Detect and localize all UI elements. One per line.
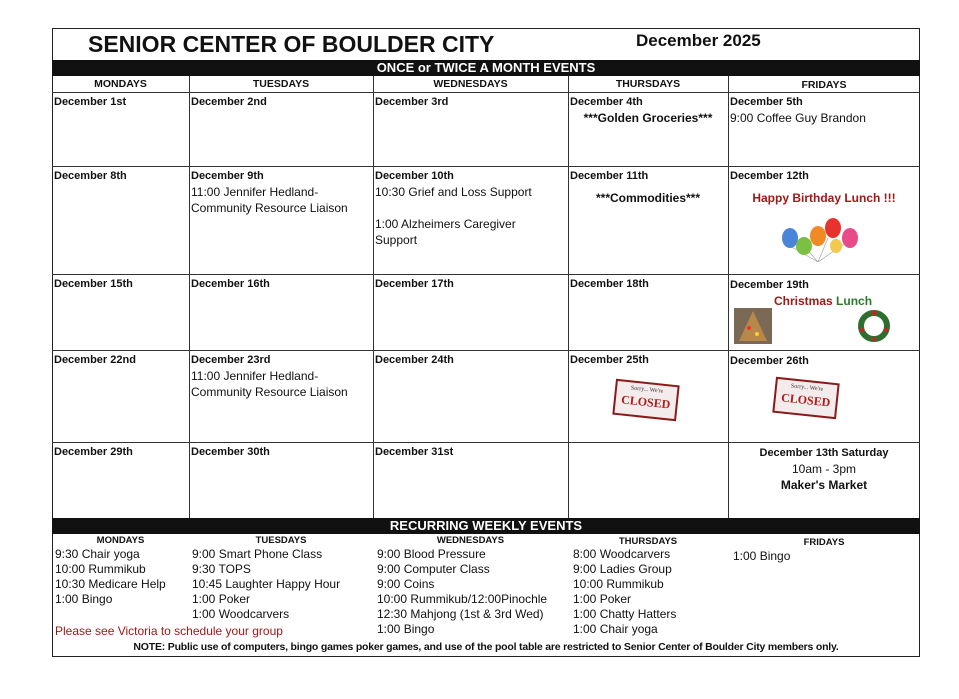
day-cell: [52, 92, 128, 112]
list-item: 10:30 Medicare Help: [55, 577, 166, 591]
day-cell: [189, 274, 272, 294]
schedule-note: Please see Victoria to schedule your group: [55, 624, 283, 638]
day-header-monday: MONDAYS: [94, 78, 147, 90]
date-label: December 29th: [54, 446, 133, 458]
weekly-header-thursday: THURSDAYS: [618, 536, 678, 547]
weekly-header-tuesday: TUESDAYS: [255, 535, 307, 546]
list-item: 10:00 Rummikub/12:00Pinochle: [377, 592, 548, 606]
date-label: December 18th: [570, 278, 649, 290]
list-item: 9:00 Computer Class: [377, 562, 490, 576]
date-label: December 24th: [375, 354, 454, 366]
date-label: December 8th: [54, 170, 127, 182]
event-text: 1:00 Alzheimers Caregiver Support: [375, 217, 516, 247]
page-title: SENIOR CENTER OF BOULDER CITY: [88, 31, 495, 57]
day-cell: [373, 274, 456, 294]
day-cell: [373, 350, 456, 370]
list-item: 9:00 Smart Phone Class: [192, 547, 323, 561]
day-cell: [189, 350, 363, 402]
event-text: 11:00 Jennifer Hedland-Community Resource Liaison: [191, 369, 348, 399]
day-cell: [728, 351, 811, 371]
day-header-friday: FRIDAYS: [801, 79, 847, 91]
day-cell: [373, 442, 455, 462]
date-label: December 19th: [730, 279, 809, 291]
event-text: Maker's Market: [780, 478, 868, 492]
day-cell: [728, 92, 920, 128]
date-label: December 4th: [570, 96, 643, 108]
date-label: December 11th: [570, 170, 649, 182]
list-item: 9:30 Chair yoga: [55, 547, 140, 561]
event-text: Lunch: [836, 294, 873, 308]
sign-caption: Sorry... We're: [630, 385, 664, 395]
list-item: 1:00 Poker: [573, 592, 632, 606]
event-text: 11:00 Jennifer Hedland-Community Resource Liaison: [191, 185, 348, 215]
day-cell: [373, 166, 562, 250]
event-text: 9:00 Coffee Guy Brandon: [730, 111, 866, 125]
weekly-list-thursday: [573, 547, 676, 637]
christmas-tree-icon: [734, 308, 772, 344]
event-text: ***Golden Groceries***: [583, 111, 713, 125]
list-item: 1:00 Bingo: [733, 549, 791, 563]
event-text: 10:30 Grief and Loss Support: [375, 185, 532, 199]
day-cell: [189, 442, 272, 462]
weekly-list-monday: [55, 547, 166, 607]
day-header-thursday: THURSDAYS: [615, 78, 681, 90]
day-cell: [189, 166, 363, 218]
list-item: 1:00 Bingo: [377, 622, 435, 636]
date-label: December 1st: [54, 96, 127, 108]
day-cell: [568, 92, 728, 128]
members-note: NOTE: Public use of computers, bingo games poker games, and use of the pool table are restricted to Senior Center of Boulder City members only.: [133, 641, 839, 653]
date-label: December 13th Saturday: [759, 447, 889, 459]
sign-text: CLOSED: [780, 390, 832, 410]
day-cell: [52, 274, 135, 294]
date-label: December 5th: [730, 96, 803, 108]
list-item: 1:00 Chatty Hatters: [573, 607, 677, 621]
list-item: 1:00 Poker: [192, 592, 251, 606]
list-item: 1:00 Bingo: [55, 592, 113, 606]
wreath-icon: [854, 308, 894, 344]
list-item: 8:00 Woodcarvers: [573, 547, 671, 561]
day-header-tuesday: TUESDAYS: [252, 78, 310, 90]
event-text: Christmas: [774, 294, 833, 308]
weekly-events-band: RECURRING WEEKLY EVENTS: [52, 518, 920, 534]
date-label: December 23rd: [191, 354, 271, 366]
weekly-list-friday: [733, 549, 790, 564]
day-cell: [52, 166, 129, 186]
list-item: 9:00 Blood Pressure: [377, 547, 486, 561]
grid-line: [568, 76, 569, 518]
weekly-list-wednesday: [377, 547, 547, 637]
date-label: December 17th: [375, 278, 454, 290]
day-cell: [568, 350, 651, 370]
list-item: 9:30 TOPS: [192, 562, 251, 576]
sign-text: CLOSED: [620, 392, 672, 412]
closed-sign-icon: [612, 379, 679, 421]
day-cell: [52, 350, 138, 370]
closed-sign-icon: [772, 377, 839, 419]
date-label: December 26th: [730, 355, 809, 367]
event-text: 10am - 3pm: [791, 462, 857, 476]
monthly-events-band: ONCE or TWICE A MONTH EVENTS: [52, 60, 920, 76]
weekly-header-friday: FRIDAYS: [803, 537, 845, 548]
event-text: Happy Birthday Lunch !!!: [752, 191, 896, 205]
day-cell: [189, 92, 269, 112]
day-cell: [568, 274, 651, 294]
date-label: December 16th: [191, 278, 270, 290]
date-label: December 31st: [375, 446, 454, 458]
month-label: December 2025: [636, 31, 761, 50]
list-item: 9:00 Ladies Group: [573, 562, 672, 576]
day-cell: [52, 442, 135, 462]
makers-market-cell: [728, 443, 920, 495]
list-item: 12:30 Mahjong (1st & 3rd Wed): [377, 607, 544, 621]
list-item: 9:00 Coins: [377, 577, 435, 591]
date-label: December 3rd: [375, 96, 449, 108]
day-cell: [373, 92, 450, 112]
list-item: 10:00 Rummikub: [573, 577, 664, 591]
list-item: 10:00 Rummikub: [55, 562, 146, 576]
event-text: ***Commodities***: [595, 191, 701, 205]
weekly-header-wednesday: WEDNESDAYS: [436, 535, 505, 546]
balloons-icon: [778, 216, 862, 262]
date-label: December 15th: [54, 278, 133, 290]
date-label: December 22nd: [54, 354, 136, 366]
day-cell: [568, 166, 728, 208]
list-item: 10:45 Laughter Happy Hour: [192, 577, 341, 591]
list-item: 1:00 Chair yoga: [573, 622, 658, 636]
date-label: December 2nd: [191, 96, 267, 108]
date-label: December 12th: [730, 170, 809, 182]
date-label: December 25th: [570, 354, 649, 366]
date-label: December 10th: [375, 170, 454, 182]
day-cell: [728, 275, 920, 311]
weekly-header-monday: MONDAYS: [96, 535, 145, 546]
weekly-list-tuesday: [192, 547, 340, 622]
day-cell: [728, 166, 920, 208]
list-item: 1:00 Woodcarvers: [192, 607, 290, 621]
date-label: December 9th: [191, 170, 264, 182]
date-label: December 30th: [191, 446, 270, 458]
day-header-wednesday: WEDNESDAYS: [433, 78, 508, 90]
sign-caption: Sorry... We're: [790, 383, 824, 393]
